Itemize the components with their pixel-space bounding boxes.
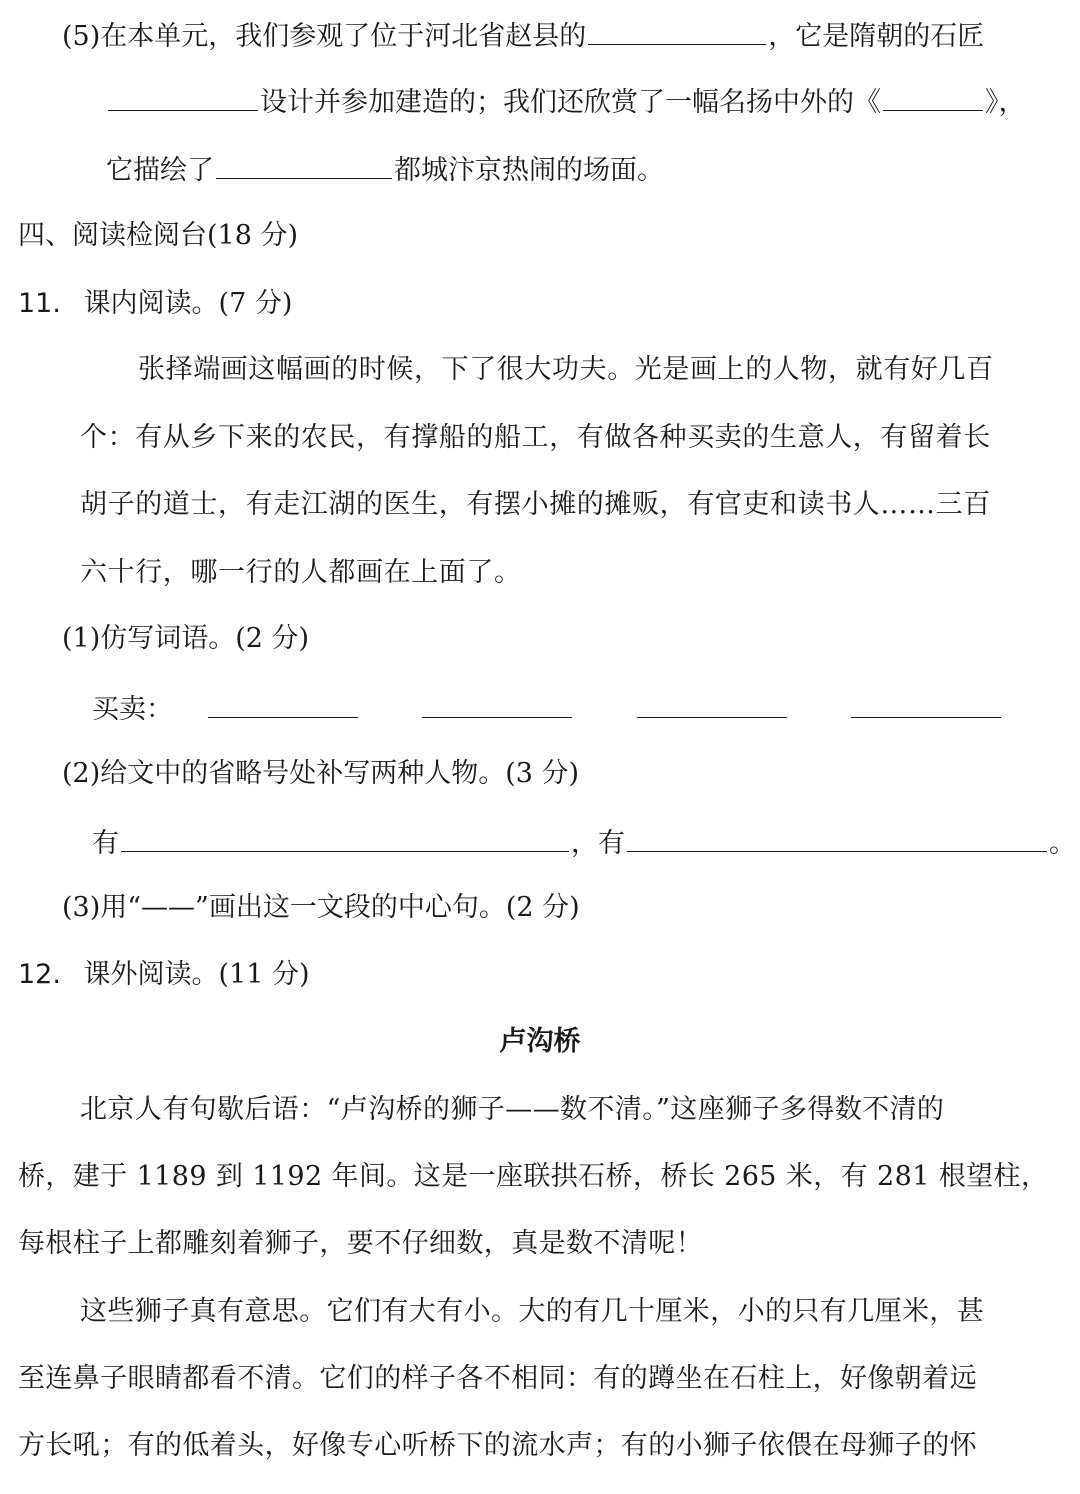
answer-blank-person-2[interactable] — [627, 823, 1047, 852]
answer-blank-word-4[interactable] — [851, 689, 1001, 718]
q12-passage-line: 这些狮子真有意思。它们有大有小。大的有几十厘米，小的只有几厘米，甚 — [80, 1296, 985, 1327]
answer-blank-mason[interactable] — [108, 82, 258, 111]
q11-passage-line: 胡子的道士，有走江湖的医生，有摆小摊的摊贩，有官吏和读书人……三百 — [80, 489, 991, 520]
q12-title: 课外阅读。(11 分) — [83, 959, 310, 990]
answer-blank-word-3[interactable] — [637, 689, 787, 718]
q11-sub1: (1)仿写词语。(2 分) — [62, 623, 310, 654]
q11-title: 课内阅读。(7 分) — [83, 288, 293, 319]
answer-blank-dynasty[interactable] — [216, 150, 392, 179]
q5-line-1 — [62, 16, 984, 52]
q5-text-1a: (5)在本单元，我们参观了位于河北省赵县的 — [62, 21, 587, 52]
q11-sub2-b: ，有 — [571, 828, 625, 859]
q12-passage-line: 至连鼻子眼睛都看不清。它们的样子各不相同：有的蹲坐在石柱上，好像朝着远 — [18, 1363, 977, 1394]
q5-text-2a: 设计并参加建造的；我们还欣赏了一幅名扬中外的《 — [260, 87, 881, 118]
q12-number: 12. — [18, 959, 61, 990]
q11-heading — [18, 286, 292, 322]
q5-text-3a: 它描绘了 — [106, 155, 214, 186]
q5-text-2b: 》， — [985, 87, 1026, 118]
answer-blank-word-2[interactable] — [422, 689, 572, 718]
q11-sub1-prefix: 买卖： — [92, 694, 173, 725]
q11-sub2-answer-row — [92, 823, 1076, 859]
answer-blank-word-1[interactable] — [208, 689, 358, 718]
q11-number: 11. — [18, 288, 61, 319]
q11-sub2-a: 有 — [92, 828, 119, 859]
article-title: 卢沟桥 — [499, 1026, 581, 1057]
q12-passage-line: 桥，建于 1189 到 1192 年间。这是一座联拱石桥，桥长 265 米，有 281 根望柱， — [18, 1161, 1049, 1192]
answer-blank-person-1[interactable] — [121, 823, 569, 852]
q12-passage-line: 北京人有句歇后语：“卢沟桥的狮子——数不清。”这座狮子多得数不清的 — [80, 1094, 945, 1125]
q5-line-3 — [106, 150, 664, 186]
answer-blank-bridge[interactable] — [588, 16, 766, 45]
q12-passage-line: 每根柱子上都雕刻着狮子，要不仔细数，真是数不清呢！ — [18, 1228, 703, 1259]
q11-passage-line: 六十行，哪一行的人都画在上面了。 — [80, 557, 522, 588]
section-4-heading: 四、阅读检阅台(18 分) — [18, 220, 299, 251]
q5-text-3b: 都城汴京热闹的场面。 — [394, 155, 664, 186]
q11-sub2-c: 。 — [1049, 828, 1076, 859]
q12-passage-line: 方长吼；有的低着头，好像专心听桥下的流水声；有的小狮子依偎在母狮子的怀 — [18, 1430, 977, 1461]
q11-passage-line: 张择端画这幅画的时候，下了很大功夫。光是画上的人物，就有好几百 — [138, 354, 994, 385]
q5-line-2 — [106, 82, 1026, 118]
q5-text-1b: ，它是隋朝的石匠 — [768, 21, 985, 52]
q12-heading — [18, 957, 310, 993]
q11-passage-line: 个：有从乡下来的农民，有撑船的船工，有做各种买卖的生意人，有留着长 — [80, 422, 991, 453]
q11-sub2: (2)给文中的省略号处补写两种人物。(3 分) — [62, 758, 580, 789]
q11-sub1-answer-row — [92, 689, 1003, 725]
answer-blank-painting[interactable] — [883, 82, 983, 111]
q11-sub3: (3)用“——”画出这一文段的中心句。(2 分) — [62, 892, 580, 923]
